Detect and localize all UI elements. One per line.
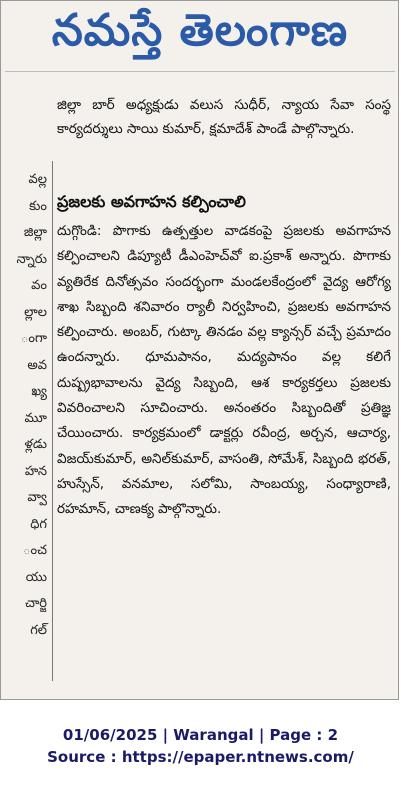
left-column-fragment: చార్జి bbox=[24, 596, 47, 611]
left-column-fragment: ధిగ bbox=[30, 516, 47, 532]
left-column-fragment: జిల్లా bbox=[23, 225, 47, 240]
left-column-fragment: గల్ bbox=[30, 622, 47, 638]
left-column-fragment: యు bbox=[25, 569, 47, 585]
left-column-fragment: ల్లాల bbox=[24, 304, 47, 320]
left-column-fragment: హన bbox=[24, 463, 47, 479]
left-column-fragment: న్నారు bbox=[16, 251, 47, 267]
footer bbox=[0, 724, 401, 768]
masthead-logo: నమస్తే తెలంగాణ bbox=[51, 5, 349, 56]
left-column-fragment: అవ bbox=[27, 357, 47, 373]
left-column-fragment: ళ్లడు bbox=[24, 437, 47, 452]
left-column-cut bbox=[1, 169, 49, 669]
left-column-fragment: ంగా bbox=[20, 331, 47, 346]
footer-source-line: Source : https://epaper.ntnews.com/ bbox=[47, 748, 354, 766]
left-column-fragment: కుం bbox=[29, 198, 47, 214]
left-column-fragment: వల్ల bbox=[28, 172, 47, 187]
masthead-rule bbox=[5, 71, 395, 72]
left-column-fragment: ఖ్య bbox=[31, 384, 47, 399]
footer-date-line: 01/06/2025 | Warangal | Page : 2 bbox=[62, 726, 339, 744]
left-column-fragment: మూ bbox=[24, 410, 47, 426]
left-column-fragment: ంచ bbox=[23, 543, 47, 558]
left-column-fragment: వ్వా bbox=[27, 490, 47, 505]
left-column-fragment: వం bbox=[31, 278, 47, 293]
article-intro bbox=[57, 93, 391, 141]
column-divider bbox=[52, 161, 53, 681]
intro-paragraph: జిల్లా బార్ అధ్యక్షుడు వలుస సుధీర్, న్యాయ సేవా సంస్థ కార్యదర్శులు సాయి కుమార్, క్షమాదేశ్ పాండే పాల్గొన్నారు. bbox=[57, 97, 391, 138]
article-subheading: ప్రజలకు అవగాహన కల్పించాలి bbox=[57, 192, 246, 211]
article-body: దుగ్గొండి: పొగాకు ఉత్పత్తుల వాడకంపై ప్రజలకు అవగాహన కల్పించాలని డిప్యూటీ డీఎంహెచ్‌వో ఐ.ప్రకాశ్ అన్నారు. పొగాకు వ్యతిరేక దినోత్సవం సందర్భంగా మండలకేంద్రంలో వైద్య ఆరోగ్య శాఖ సిబ్బంది శనివారం ర్యాలీ నిర్వహించి, ప్రజలకు అవగాహన కల్పించారు. అంబర్, గుట్కా తినడం వల్ల క్యాన్సర్ వచ్చే ప్రమాదం ఉందన్నారు. ధూమపానం, మద్యపానం వల్ల కలిగే దుష్ప్రభావాలను వైద్య సిబ్బంది, ఆశ కార్యకర్తలు ప్రజలకు వివరించాలని సూచించారు. అనంతరం సిబ్బందితో ప్రతిజ్ఞ చేయించారు. కార్యక్రమంలో డాక్టర్లు రవీంద్ర, అర్చన, ఆచార్య, విజయ్‌కుమార్, అనిల్‌కుమార్, వాసంతి, సోమేశ్, సిబ్బంది భరత్, హుస్సేన్, వనమాల, సలోమి, సాంబయ్య, సంధ్యారాణి, రహమాన్, చాణక్య పాల్గొన్నారు. bbox=[57, 223, 391, 518]
